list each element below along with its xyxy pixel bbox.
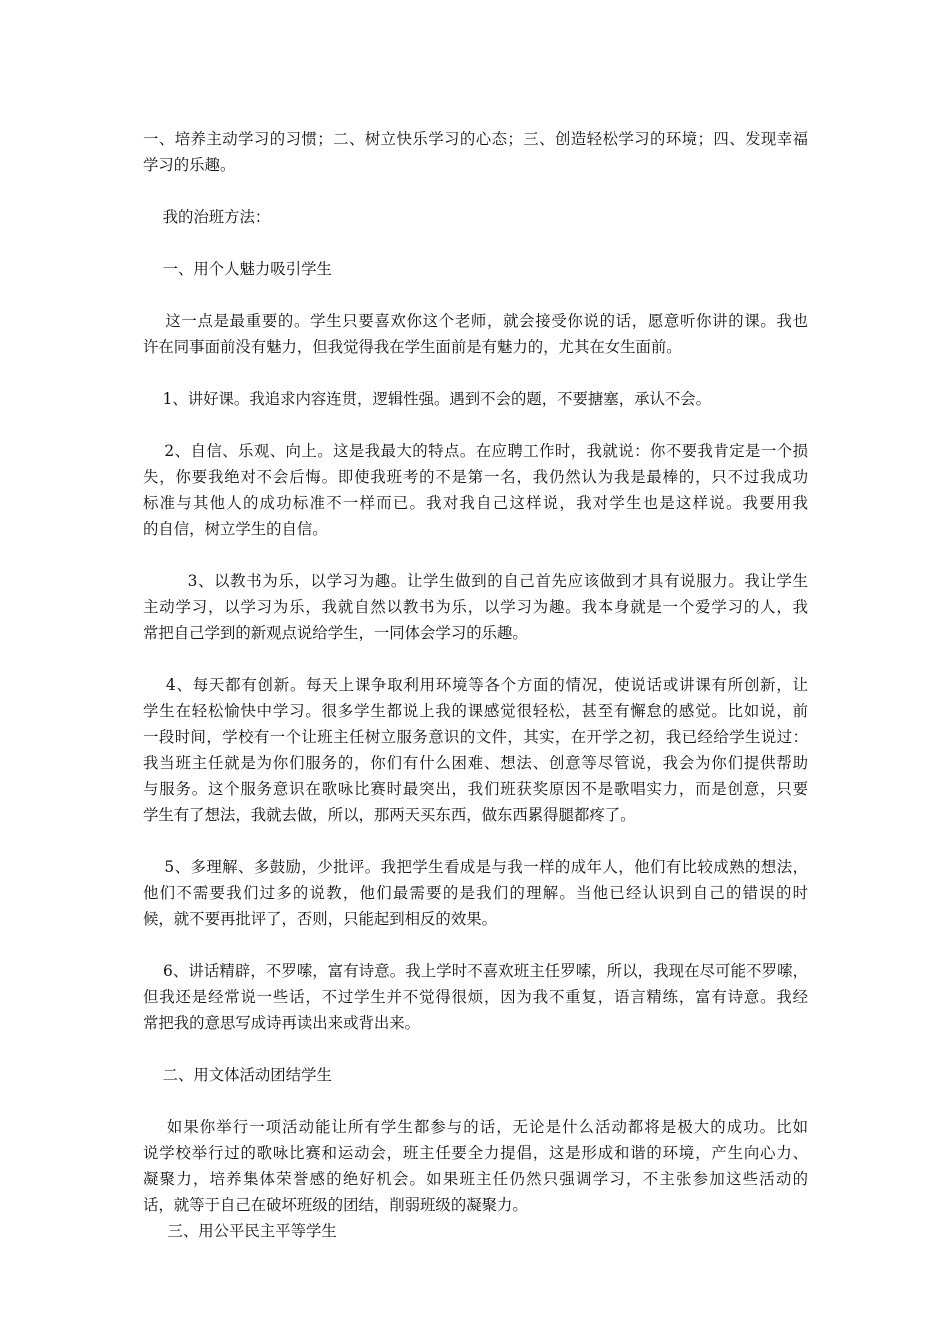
paragraph: [143, 854, 808, 932]
text-line: 但我还是经常说一些话，不过学生并不觉得很烦，因为我不重复，语言精练，富有诗意。我经: [143, 988, 808, 1006]
paragraph: [143, 386, 808, 412]
text-line: 的自信，树立学生的自信。: [143, 520, 328, 538]
paragraph: [143, 126, 808, 178]
text-line: 常把我的意思写成诗再读出来或背出来。: [143, 1014, 421, 1032]
paragraph: [143, 256, 808, 282]
document-body: [143, 126, 808, 1326]
text-line: 他们不需要我们过多的说教，他们最需要的是我们的理解。当他已经认识到自己的错误的时: [143, 884, 808, 902]
text-line: 6、讲话精辟，不罗嗦，富有诗意。我上学时不喜欢班主任罗嗦，所以，我现在尽可能不罗嗦，: [143, 962, 808, 980]
paragraph: [143, 568, 808, 646]
text-line: 凝聚力，培养集体荣誉感的绝好机会。如果班主任仍然只强调学习，不主张参加这些活动的: [143, 1170, 808, 1188]
text-line: 2、自信、乐观、向上。这是我最大的特点。在应聘工作时，我就说：你不要我肯定是一个损: [143, 442, 808, 460]
text-line: 学习的乐趣。: [143, 156, 236, 174]
text-line: 失，你要我绝对不会后悔。即使我班考的不是第一名，我仍然认为我是最棒的，只不过我成功: [143, 468, 808, 486]
text-line: 学生有了想法，我就去做，所以，那两天买东西，做东西累得腿都疼了。: [143, 806, 636, 824]
paragraph: [143, 958, 808, 1036]
text-line: 主动学习，以学习为乐，我就自然以教书为乐，以学习为趣。我本身就是一个爱学习的人，我: [143, 598, 808, 616]
text-line: 许在同事面前没有魅力，但我觉得我在学生面前是有魅力的，尤其在女生面前。: [143, 338, 682, 356]
paragraph: [143, 204, 808, 230]
paragraph: [143, 1218, 808, 1244]
text-line: 说学校举行过的歌咏比赛和运动会，班主任要全力提倡，这是形成和谐的环境，产生向心力、: [143, 1144, 808, 1162]
text-line: 我当班主任就是为你们服务的，你们有什么困难、想法、创意等尽管说，我会为你们提供帮助: [143, 754, 808, 772]
text-line: 我的治班方法：: [143, 208, 271, 226]
text-line: 一、培养主动学习的习惯；二、树立快乐学习的心态；三、创造轻松学习的环境；四、发现幸福: [143, 130, 808, 148]
text-line: 如果你举行一项活动能让所有学生都参与的话，无论是什么活动都将是极大的成功。比如: [143, 1118, 808, 1136]
text-line: 候，就不要再批评了，否则，只能起到相反的效果。: [143, 910, 497, 928]
text-line: 一、用个人魅力吸引学生: [143, 260, 332, 278]
text-line: 常把自己学到的新观点说给学生，一同体会学习的乐趣。: [143, 624, 528, 642]
text-line: 三、用公平民主平等学生: [143, 1222, 337, 1240]
text-line: 3、以教书为乐，以学习为趣。让学生做到的自己首先应该做到才具有说服力。我让学生: [143, 572, 808, 590]
text-line: 这一点是最重要的。学生只要喜欢你这个老师，就会接受你说的话，愿意听你讲的课。我也: [143, 312, 808, 330]
text-line: 与服务。这个服务意识在歌咏比赛时最突出，我们班获奖原因不是歌唱实力，而是创意，只要: [143, 780, 808, 798]
text-line: 5、多理解、多鼓励，少批评。我把学生看成是与我一样的成年人，他们有比较成熟的想法，: [143, 858, 808, 876]
text-line: 1、讲好课。我追求内容连贯，逻辑性强。遇到不会的题，不要搪塞，承认不会。: [143, 390, 712, 408]
paragraph: [143, 672, 808, 828]
paragraph: [143, 308, 808, 360]
text-line: 话，就等于自己在破坏班级的团结，削弱班级的凝聚力。: [143, 1196, 528, 1214]
paragraph: [143, 1114, 808, 1218]
paragraph: [143, 1062, 808, 1088]
text-line: 一段时间，学校有一个让班主任树立服务意识的文件，其实，在开学之初，我已经给学生说过：: [143, 728, 808, 746]
text-line: 标准与其他人的成功标准不一样而已。我对我自己这样说，我对学生也是这样说。我要用我: [143, 494, 808, 512]
text-line: 学生在轻松愉快中学习。很多学生都说上我的课感觉很轻松，甚至有懈怠的感觉。比如说，前: [143, 702, 808, 720]
paragraph: [143, 438, 808, 542]
text-line: 4、每天都有创新。每天上课争取利用环境等各个方面的情况，使说话或讲课有所创新，让: [143, 676, 808, 694]
text-line: 二、用文体活动团结学生: [143, 1066, 332, 1084]
